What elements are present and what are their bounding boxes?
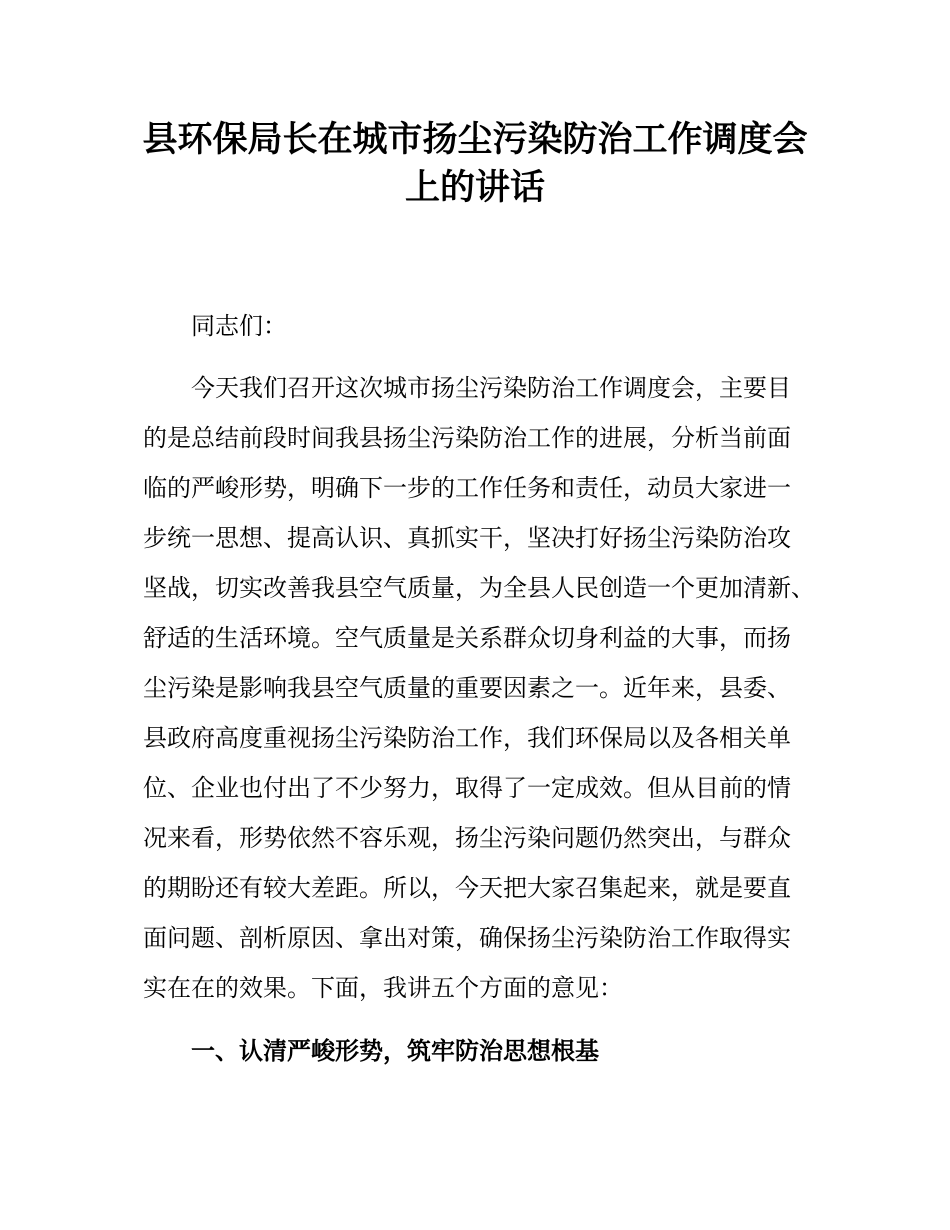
paragraph-line: 舒适的生活环境。空气质量是关系群众切身利益的大事，而扬 (143, 624, 791, 652)
salutation: 同志们： (191, 312, 287, 340)
document-title-line-2: 上的讲话 (404, 168, 545, 208)
paragraph-line: 今天我们召开这次城市扬尘污染防治工作调度会，主要目 (191, 374, 791, 402)
document-title-line-1: 县环保局长在城市扬尘污染防治工作调度会 (142, 120, 808, 160)
paragraph-line: 位、企业也付出了不少努力，取得了一定成效。但从目前的情 (143, 774, 791, 802)
paragraph-line: 实在在的效果。下面，我讲五个方面的意见： (143, 974, 623, 1002)
paragraph-line: 尘污染是影响我县空气质量的重要因素之一。近年来，县委、 (143, 674, 791, 702)
paragraph-line: 况来看，形势依然不容乐观，扬尘污染问题仍然突出，与群众 (143, 824, 791, 852)
paragraph-line: 坚战，切实改善我县空气质量，为全县人民创造一个更加清新、 (143, 574, 815, 602)
paragraph-line: 临的严峻形势，明确下一步的工作任务和责任，动员大家进一 (143, 474, 791, 502)
paragraph-line: 面问题、剖析原因、拿出对策，确保扬尘污染防治工作取得实 (143, 924, 791, 952)
paragraph-line: 的是总结前段时间我县扬尘污染防治工作的进展，分析当前面 (143, 424, 791, 452)
section-heading: 一、认清严峻形势，筑牢防治思想根基 (191, 1037, 599, 1065)
paragraph-line: 步统一思想、提高认识、真抓实干，坚决打好扬尘污染防治攻 (143, 524, 791, 552)
paragraph-line: 县政府高度重视扬尘污染防治工作，我们环保局以及各相关单 (143, 724, 791, 752)
paragraph-line: 的期盼还有较大差距。所以，今天把大家召集起来，就是要直 (143, 874, 791, 902)
